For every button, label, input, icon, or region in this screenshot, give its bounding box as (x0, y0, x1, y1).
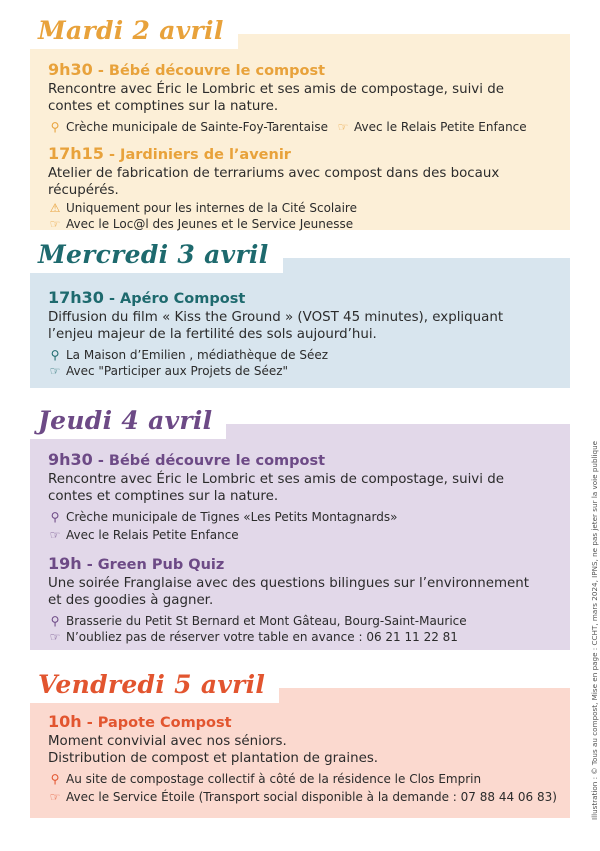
event-location: Brasserie du Petit St Bernard et Mont Gâteau, Bourg-Saint-Maurice (66, 614, 467, 628)
day-title: Mardi 2 avril (28, 14, 238, 49)
event-location: Crèche municipale de Sainte-Foy-Tarentaise (66, 120, 328, 134)
event-name: - Jardiniers de l’avenir (108, 147, 291, 163)
event-meta-line (48, 200, 563, 216)
event-time: 19h (48, 554, 82, 573)
description-line: Rencontre avec Éric le Lombric et ses amis de compostage, suivi de (48, 472, 504, 487)
event-time: 10h (48, 712, 82, 731)
event-partner: Avec le Service Étoile (Transport social disponible à la demande : 07 88 44 06 83) (66, 790, 557, 804)
warning-icon: ⚠ (49, 201, 61, 215)
event-description (48, 471, 563, 505)
description-line: contes et comptines sur la nature. (48, 489, 279, 504)
event-heading (48, 554, 563, 573)
pointing-hand-icon: ☞ (49, 217, 61, 231)
event-time: 9h30 (48, 450, 93, 469)
event-partner: Avec le Loc@l des Jeunes et le Service Jeunesse (66, 217, 354, 231)
event-location: La Maison d’Emilien , médiathèque de Séez (66, 348, 329, 362)
description-line: Rencontre avec Éric le Lombric et ses amis de compostage, suivi de (48, 82, 504, 97)
event-time: 17h15 (48, 144, 104, 163)
event (48, 144, 563, 232)
event-meta-line (48, 363, 563, 379)
event-meta-line (48, 509, 563, 525)
description-line: Atelier de fabrication de terrariums avec compost dans des bocaux récupérés. (48, 166, 500, 198)
description-line: et des goodies à gagner. (48, 593, 214, 608)
event-description (48, 733, 563, 767)
event-heading (48, 712, 563, 731)
day-panel (30, 258, 570, 388)
event-location: Au site de compostage collectif à côté de la résidence le Clos Emprin (66, 772, 482, 786)
event-time: 17h30 (48, 288, 104, 307)
day-title: Jeudi 4 avril (28, 404, 226, 439)
pointing-hand-icon: ☞ (337, 120, 349, 134)
event-partner: Avec le Relais Petite Enfance (353, 120, 527, 134)
event-partner: Avec "Participer aux Projets de Séez" (66, 364, 289, 378)
event-name: - Green Pub Quiz (86, 557, 225, 573)
day-panel (30, 34, 570, 230)
description-line: contes et comptines sur la nature. (48, 99, 279, 114)
event (48, 450, 563, 543)
event-description (48, 575, 563, 609)
event-meta-line (48, 527, 563, 543)
location-pin-icon: ⚲ (50, 120, 60, 134)
location-pin-icon: ⚲ (50, 772, 60, 786)
event-heading (48, 288, 563, 307)
event-heading (48, 144, 563, 163)
event-meta-line (48, 119, 563, 135)
pointing-hand-icon: ☞ (49, 630, 61, 644)
event (48, 712, 563, 805)
event-name: - Bébé découvre le compost (97, 63, 326, 79)
event-name: - Apéro Compost (108, 291, 246, 307)
event-meta-line (48, 613, 563, 629)
description-line: Une soirée Franglaise avec des questions bilingues sur l’environnement (48, 576, 530, 591)
event-partner: Avec le Relais Petite Enfance (66, 528, 239, 542)
day-title: Mercredi 3 avril (28, 238, 283, 273)
event-time: 9h30 (48, 60, 93, 79)
event-heading (48, 450, 563, 469)
event-name: - Papote Compost (86, 715, 232, 731)
description-line: Distribution de compost et plantation de graines. (48, 751, 379, 766)
description-line: Moment convivial avec nos séniors. (48, 734, 287, 749)
location-pin-icon: ⚲ (50, 348, 60, 362)
location-pin-icon: ⚲ (50, 510, 60, 524)
event (48, 60, 563, 135)
description-line: l’enjeu majeur de la fertilité des sols aujourd’hui. (48, 327, 377, 342)
event-description (48, 81, 563, 115)
event-meta-line (48, 216, 563, 232)
event-meta-line (48, 629, 563, 645)
event-description (48, 309, 563, 343)
location-pin-icon: ⚲ (50, 614, 60, 628)
event-meta-line (48, 771, 563, 787)
side-credit: Illustration : © Tous au compost, Mise en page : CCHT, mars 2024, IPNS, ne pas jeter sur la voie publique (590, 440, 599, 820)
event-heading (48, 60, 563, 79)
event (48, 554, 563, 645)
event-description (48, 165, 563, 199)
day-panel (30, 424, 570, 650)
event-note: Uniquement pour les internes de la Cité Scolaire (66, 201, 357, 215)
event-name: - Bébé découvre le compost (97, 453, 326, 469)
event-note: N’oubliez pas de réserver votre table en avance : 06 21 11 22 81 (66, 630, 458, 644)
event-meta-line (48, 789, 563, 805)
description-line: Diffusion du film « Kiss the Ground » (VOST 45 minutes), expliquant (48, 310, 504, 325)
pointing-hand-icon: ☞ (49, 790, 61, 804)
pointing-hand-icon: ☞ (49, 364, 61, 378)
day-panel (30, 688, 570, 818)
pointing-hand-icon: ☞ (49, 528, 61, 542)
event-meta-line (48, 347, 563, 363)
event-location: Crèche municipale de Tignes «Les Petits Montagnards» (66, 510, 398, 524)
event (48, 288, 563, 379)
day-title: Vendredi 5 avril (28, 668, 279, 703)
